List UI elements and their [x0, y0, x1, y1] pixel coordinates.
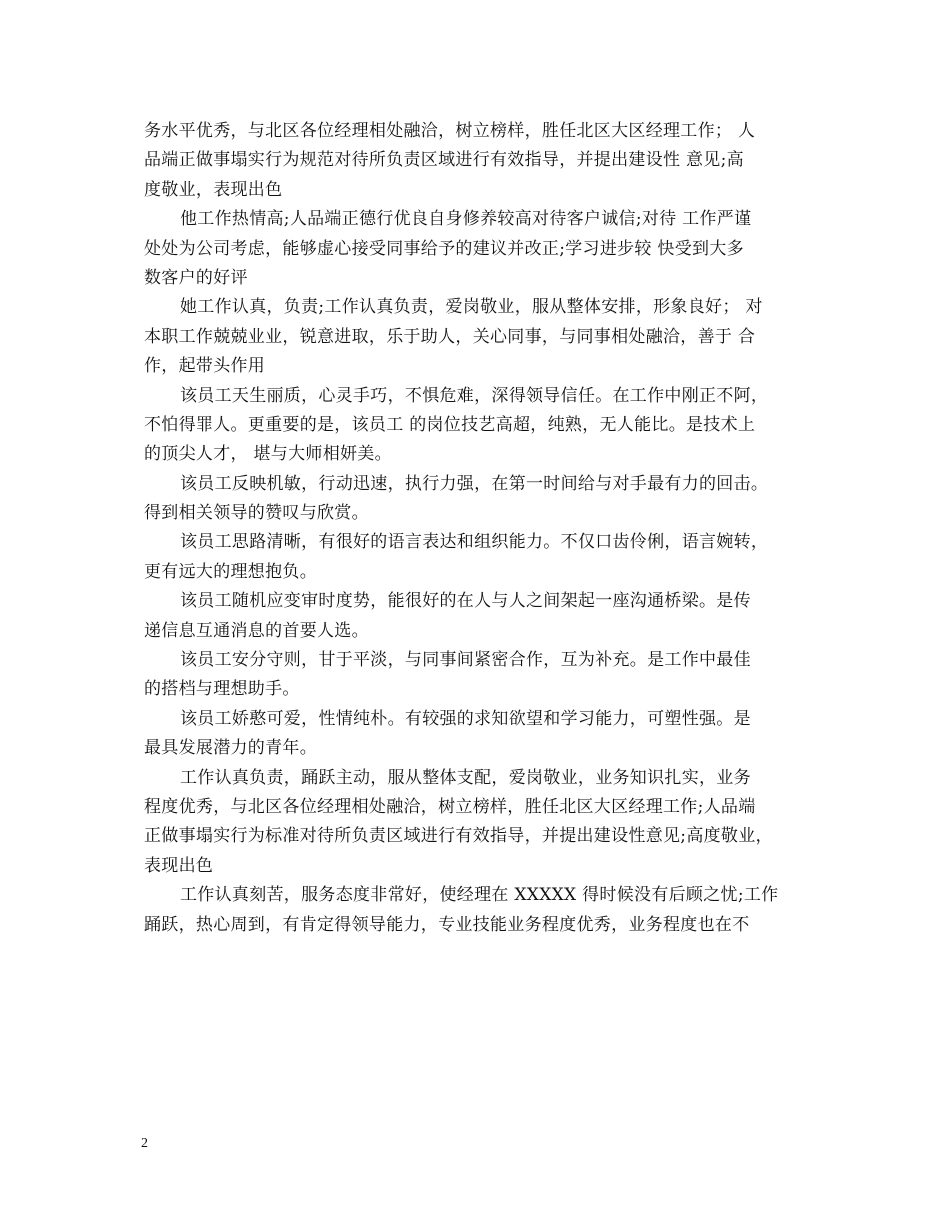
paragraph-line: 工作认真负责，踊跃主动，服从整体支配，爱岗敬业，业务知识扎实，业务 — [180, 767, 751, 788]
paragraph-line: 该员工娇憨可爱，性情纯朴。有较强的求知欲望和学习能力，可塑性强。是 — [180, 708, 751, 729]
paragraph-line: 处处为公司考虑，能够虚心接受同事给予的建议并改正;学习进步较 快受到大多 — [144, 238, 744, 259]
paragraph-line: 程度优秀，与北区各位经理相处融洽，树立榜样，胜任北区大区经理工作;人品端 — [144, 796, 756, 817]
paragraph-line: 该员工天生丽质，心灵手巧，不惧危难，深得领导信任。在工作中刚正不阿， — [180, 385, 769, 406]
paragraph-line: 本职工作兢兢业业，锐意进取，乐于助人，关心同事，与同事相处融洽，善于 合 — [144, 326, 756, 347]
paragraph — [144, 528, 812, 587]
paragraph-line: 该员工随机应变审时度势，能很好的在人与人之间架起一座沟通桥梁。是传 — [180, 591, 751, 612]
paragraph-line: 她工作认真，负责;工作认真负责，爱岗敬业，服从整体安排，形象良好； 对 — [180, 297, 763, 318]
paragraph-line: 作，起带头作用 — [144, 356, 266, 377]
paragraph-line: 工作认真刻苦，服务态度非常好，使经理在 XXXXX 得时候没有后顾之忧;工作 — [180, 885, 779, 906]
paragraph-line: 更有远大的理想抱负。 — [144, 561, 317, 582]
paragraph — [144, 293, 812, 381]
paragraph-line: 的搭档与理想助手。 — [144, 679, 300, 700]
paragraph-line: 不怕得罪人。更重要的是，该员工 的岗位技艺高超，纯熟，无人能比。是技术上 — [144, 414, 756, 435]
paragraph-line: 务水平优秀，与北区各位经理相处融洽，树立榜样，胜任北区大区经理工作； 人 — [144, 121, 756, 141]
paragraph — [144, 205, 812, 293]
paragraph-line: 他工作热情高;人品端正德行优良自身修养较高对待客户诚信;对待 工作严谨 — [180, 209, 752, 230]
paragraph-line: 递信息互通消息的首要人选。 — [144, 620, 369, 641]
paragraph — [144, 764, 812, 882]
paragraph-line: 该员工安分守则，甘于平淡，与同事间紧密合作，互为补充。是工作中最佳 — [180, 650, 751, 671]
paragraph — [144, 587, 812, 646]
paragraph — [144, 705, 812, 764]
paragraph — [144, 382, 812, 470]
paragraph — [144, 470, 812, 529]
paragraph-line: 度敬业，表现出色 — [144, 179, 283, 200]
paragraph — [144, 881, 812, 940]
paragraph-line: 表现出色 — [144, 855, 214, 876]
document-body — [144, 117, 812, 940]
paragraph-line: 品端正做事塌实行为规范对待所负责区域进行有效指导，并提出建设性 意见;高 — [144, 150, 744, 171]
paragraph-line: 正做事塌实行为标准对待所负责区域进行有效指导，并提出建设性意见;高度敬业， — [144, 826, 773, 847]
paragraph — [144, 646, 812, 705]
paragraph-line: 该员工思路清晰，有很好的语言表达和组织能力。不仅口齿伶俐，语言婉转， — [180, 532, 769, 553]
paragraph-line: 得到相关领导的赞叹与欣赏。 — [144, 503, 369, 524]
paragraph-line: 数客户的好评 — [144, 267, 248, 288]
paragraph-line: 的顶尖人才， 堪与大师相妍美。 — [144, 444, 392, 465]
paragraph-line: 最具发展潜力的青年。 — [144, 738, 317, 759]
paragraph-line: 踊跃，热心周到，有肯定得领导能力，专业技能业务程度优秀，业务程度也在不 — [144, 914, 750, 935]
page-number: 2 — [141, 1136, 148, 1151]
paragraph — [144, 117, 812, 205]
paragraph-line: 该员工反映机敏，行动迅速，执行力强，在第一时间给与对手最有力的回击。 — [180, 473, 769, 494]
